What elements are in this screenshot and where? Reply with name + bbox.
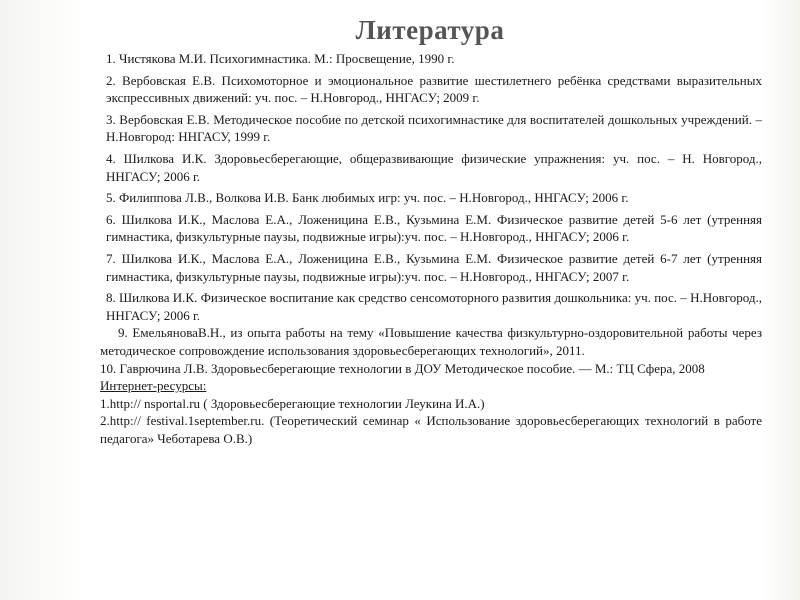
reference-item-6: 6. Шилкова И.К., Маслова Е.А., Ложеницина Е.В., Кузьмина Е.М. Физическое развитие детей 5-6 лет (утренняя гимнастика, физкультурные паузы, подвижные игры):уч. пос. – Н.Новгород., ННГАСУ; 2006 г. [106, 211, 762, 245]
slide-background-gradient-right [760, 0, 800, 600]
reference-item-5: 5. Филиппова Л.В., Волкова И.В. Банк любимых игр: уч. пос. – Н.Новгород., ННГАСУ; 2006 г. [106, 190, 629, 206]
reference-item-2: 2. Вербовская Е.В. Психомоторное и эмоциональное развитие шестилетнего ребёнка средствами выразительных экспрессивных движений: уч. пос. – Н.Новгород., ННГАСУ; 2009 г. [106, 72, 762, 106]
reference-item-1: 1. Чистякова М.И. Психогимнастика. М.: Просвещение, 1990 г. [106, 51, 455, 66]
internet-resource-2: 2.http:// festival.1september.ru. (Теоретический семинар « Использование здоровьесберегающих технологий в работе педагога» Чеботарева О.В.) [100, 413, 762, 446]
internet-resources-heading: Интернет-ресурсы: [100, 378, 207, 394]
reference-list [100, 50, 762, 447]
slide-background-gradient-left [0, 0, 82, 600]
slide-title: Литература [355, 15, 505, 45]
reference-item-4: 4. Шилкова И.К. Здоровьесберегающие, общеразвивающие физические упражнения: уч. пос. – Н. Новгород., ННГАСУ; 2006 г. [106, 150, 762, 184]
internet-resource-1: 1.http:// nsportal.ru ( Здоровьесберегающие технологии Леукина И.А.) [100, 395, 485, 411]
reference-item-8: 8. Шилкова И.К. Физическое воспитание как средство сенсомоторного развития дошкольника: уч. пос. – Н.Новгород., ННГАСУ; 2006 г. [106, 290, 762, 323]
reference-item-3: 3. Вербовская Е.В. Методическое пособие по детской психогимнастике для воспитателей дошкольных учреждений. – Н.Новгород: ННГАСУ, 1999 г. [106, 111, 762, 145]
reference-item-9: 9. ЕмельяноваВ.Н., из опыта работы на тему «Повышение качества физкультурно-оздоровительной работы через методическое сопровождение использования здоровьесберегающих технологий», 2011. [100, 325, 762, 358]
reference-item-7: 7. Шилкова И.К., Маслова Е.А., Ложеницина Е.В., Кузьмина Е.М. Физическое развитие детей 6-7 лет (утренняя гимнастика, физкультурные паузы, подвижные игры):уч. пос. – Н.Новгород., ННГАСУ; 2007 г. [106, 250, 762, 284]
reference-item-10: 10. Гаврючина Л.В. Здоровьесберегающие технологии в ДОУ Методическое пособие. — М.: ТЦ Сфера, 2008 [100, 360, 705, 376]
